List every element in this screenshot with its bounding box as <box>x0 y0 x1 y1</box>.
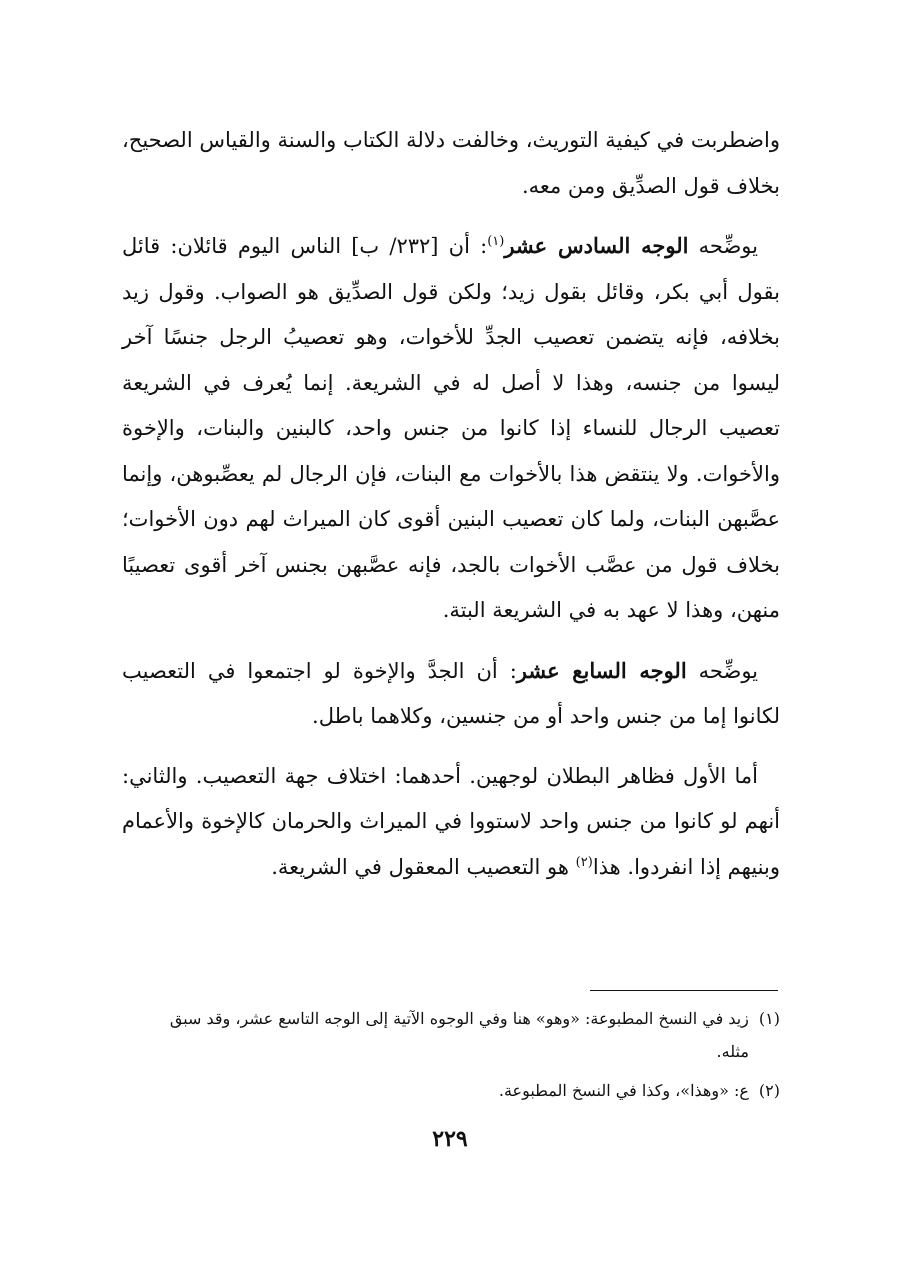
paragraph-3-text: : أن الجدَّ والإخوة لو اجتمعوا في التعصيب لكانوا إما من جنس واحد أو من جنسين، وكلاهما باطل. <box>122 658 780 728</box>
paragraph-4-text-b: هو التعصيب المعقول في الشريعة. <box>271 854 576 879</box>
footnote-divider <box>590 990 778 991</box>
footnote-1-number: (١) <box>758 1009 780 1028</box>
paragraph-3-lead: يوضِّحه <box>686 658 759 683</box>
footnote-2-number: (٢) <box>758 1081 780 1100</box>
paragraph-4 <box>122 754 780 891</box>
footnote-2 <box>150 1074 780 1107</box>
main-text <box>122 118 780 904</box>
footnote-1-text: زيد في النسخ المطبوعة: «وهو» هنا وفي الوجوه الآتية إلى الوجه التاسع عشر، وقد سبق مثله. <box>169 1009 749 1061</box>
page-number: ٢٢٩ <box>432 1126 468 1152</box>
footnote-ref-2[interactable]: (٢) <box>575 854 593 870</box>
paragraph-1-text: واضطربت في كيفية التوريث، وخالفت دلالة الكتاب والسنة والقياس الصحيح، بخلاف قول الصدِّيق ومن معه. <box>122 128 780 198</box>
paragraph-4-text-a: أما الأول فظاهر البطلان لوجهين. أحدهما: اختلاف جهة التعصيب. والثاني: أنهم لو كانوا من جنس واحد لاستووا في الميراث والحرمان كالإخوة والأعمام وبنيهم إذا انفردوا. هذا <box>122 763 780 879</box>
paragraph-1 <box>122 118 780 209</box>
footnotes <box>150 1002 780 1113</box>
section-heading-17: الوجه السابع عشر <box>516 657 687 683</box>
paragraph-2 <box>122 223 780 634</box>
footnote-2-text: ع: «وهذا»، وكذا في النسخ المطبوعة. <box>498 1081 749 1100</box>
section-heading-16: الوجه السادس عشر <box>504 233 689 258</box>
footnote-ref-1[interactable]: (١) <box>487 234 505 249</box>
paragraph-2-text: : أن [٢٣٢/ ب] الناس اليوم قائلان: قائل بقول أبي بكر، وقائل بقول زيد؛ ولكن قول الصدِّيق هو الصواب. وقول زيد بخلافه، فإنه يتضمن تعصيب الجدِّ للأخوات، وهو تعصيبُ الرجل جنسًا آخر ليسوا من جنسه، وهذا لا أصل له في الشريعة. إنما يُعرف في الشريعة تعصيب الرجال للنساء إذا كانوا من جنس واحد، كالبنين والبنات، والإخوة والأخوات. ولا ينتقض هذا بالأخوات مع البنات، فإن الرجال لم يعصِّبوهن، وإنما عصَّبهن البنات، ولما كان تعصيب البنين أقوى كان الميراث لهم دون الأخوات؛ بخلاف قول من عصَّب الأخوات بالجد، فإنه عصَّبهن بجنس آخر أقوى تعصيبًا منهن، وهذا لا عهد به في الشريعة البتة. <box>122 234 780 622</box>
paragraph-2-lead: يوضِّحه <box>688 234 759 258</box>
footnote-1 <box>150 1002 780 1068</box>
paragraph-3 <box>122 648 780 740</box>
